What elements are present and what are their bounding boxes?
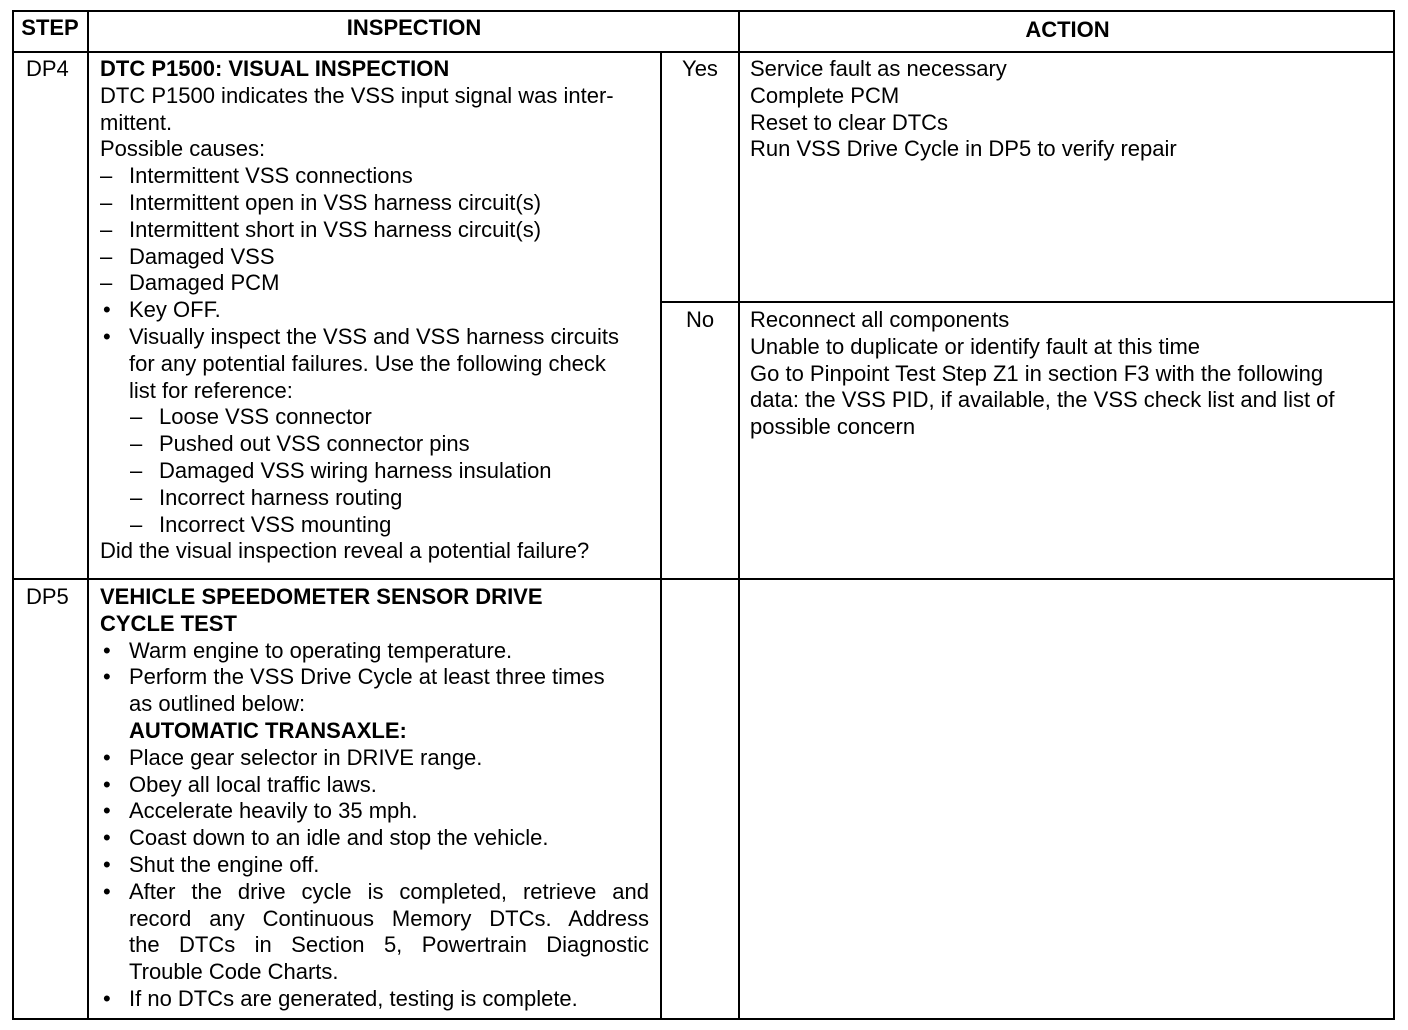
drive-step: • Obey all local traffic laws.	[100, 772, 649, 799]
drive-step: • Coast down to an idle and stop the vehicle.	[100, 825, 649, 852]
checklist-item: – Loose VSS connector	[100, 404, 619, 431]
checklist-item: – Incorrect VSS mounting	[100, 512, 619, 539]
action-line: Reset to clear DTCs	[750, 109, 949, 135]
yes-actions	[750, 56, 1177, 163]
cause-item: – Damaged VSS	[100, 244, 619, 271]
dp4-intro: mittent.	[100, 109, 173, 135]
divider-action	[738, 10, 740, 1020]
dp4-title: DTC P1500: VISUAL INSPECTION	[100, 56, 450, 81]
header-inspection: INSPECTION	[346, 15, 482, 40]
drive-step: • Shut the engine off.	[100, 852, 649, 879]
divider-header	[12, 51, 1395, 53]
action-line: data: the VSS PID, if available, the VSS check list and list of	[750, 387, 1335, 413]
divider-dp4-dp5	[12, 578, 1395, 580]
cause-item: – Intermittent short in VSS harness circuit(s)	[100, 217, 619, 244]
cause-item: – Intermittent open in VSS harness circuit(s)	[100, 190, 619, 217]
action-line: Reconnect all components	[750, 307, 1010, 332]
divider-step	[87, 10, 89, 1020]
divider-inspection-answer	[660, 52, 662, 1020]
dp5-title: VEHICLE SPEEDOMETER SENSOR DRIVE	[100, 584, 543, 609]
dp4-inspection	[100, 56, 619, 565]
bullet-final: • If no DTCs are generated, testing is complete.	[100, 986, 649, 1013]
dp5-inspection	[100, 584, 649, 1013]
bullet-after-cont: Trouble Code Charts.	[129, 959, 339, 985]
bullet-key-off: • Key OFF.	[100, 297, 619, 324]
dp5-title: CYCLE TEST	[100, 610, 237, 636]
drive-step: • Accelerate heavily to 35 mph.	[100, 798, 649, 825]
bullet-after-cont: the DTCs in Section 5, Powertrain Diagnostic	[129, 932, 649, 958]
bullet-inspect-cont: for any potential failures. Use the following check	[129, 350, 606, 376]
dp4-intro: DTC P1500 indicates the VSS input signal was inter-	[100, 82, 614, 108]
answer-yes: Yes	[682, 56, 718, 81]
cause-item: – Damaged PCM	[100, 270, 619, 297]
step-dp4: DP4	[26, 56, 69, 81]
header-action: ACTION	[1025, 17, 1110, 42]
dp4-question: Did the visual inspection reveal a potential failure?	[100, 538, 590, 564]
no-actions	[750, 307, 1335, 441]
bullet-perform: • Perform the VSS Drive Cycle at least three times	[100, 664, 649, 691]
step-dp5: DP5	[26, 584, 69, 609]
bullet-after-cont: record any Continuous Memory DTCs. Address	[129, 905, 649, 931]
header-step: STEP	[21, 15, 79, 40]
checklist-item: – Damaged VSS wiring harness insulation	[100, 458, 619, 485]
action-line: possible concern	[750, 414, 916, 440]
divider-yes-no	[660, 301, 1395, 303]
action-line: Complete PCM	[750, 82, 900, 108]
answer-no: No	[685, 307, 715, 332]
bullet-inspect: • Visually inspect the VSS and VSS harness circuits	[100, 324, 619, 351]
bullet-warm: • Warm engine to operating temperature.	[100, 638, 649, 665]
action-line: Service fault as necessary	[750, 56, 1007, 81]
action-line: Go to Pinpoint Test Step Z1 in section F3 with the following	[750, 360, 1324, 386]
bullet-inspect-cont: list for reference:	[129, 377, 293, 403]
bullet-perform-cont: as outlined below:	[129, 691, 306, 717]
checklist-item: – Pushed out VSS connector pins	[100, 431, 619, 458]
transaxle-heading: AUTOMATIC TRANSAXLE:	[129, 717, 407, 743]
action-line: Run VSS Drive Cycle in DP5 to verify repair	[750, 136, 1177, 162]
drive-step: • Place gear selector in DRIVE range.	[100, 745, 649, 772]
cause-item: – Intermittent VSS connections	[100, 163, 619, 190]
checklist-item: – Incorrect harness routing	[100, 485, 619, 512]
bullet-after: • After the drive cycle is completed, retrieve and	[100, 879, 649, 906]
dp4-causes-label: Possible causes:	[100, 136, 266, 162]
action-line: Unable to duplicate or identify fault at this time	[750, 333, 1201, 359]
